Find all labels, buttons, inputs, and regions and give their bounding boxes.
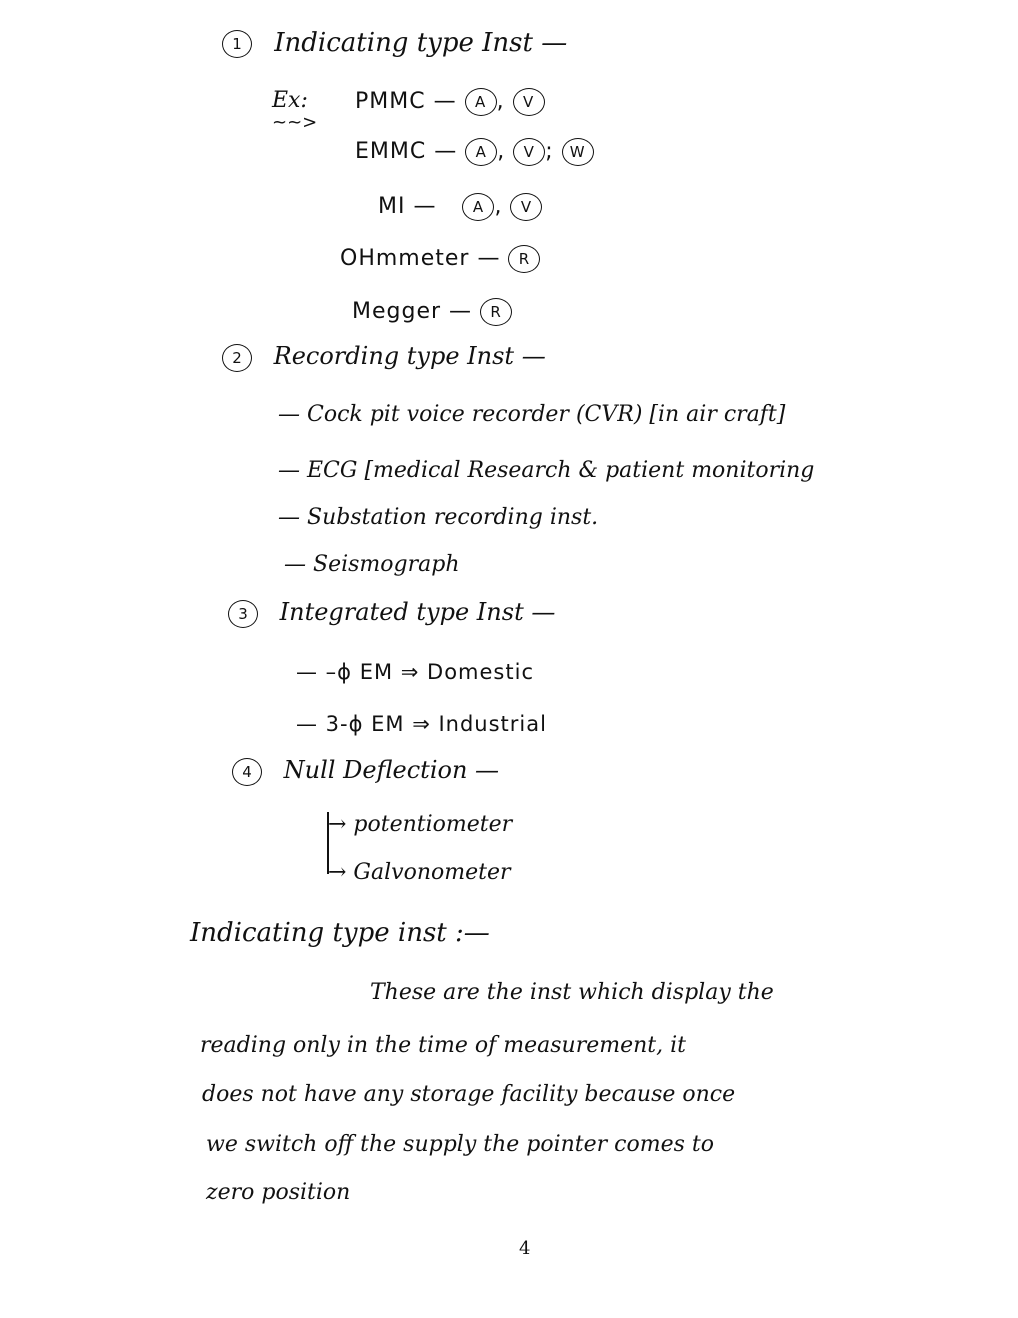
voltmeter-symbol: V [510, 193, 542, 221]
recording-item: — Seismograph [284, 552, 460, 577]
separator: ; [545, 139, 554, 164]
separator: , [494, 194, 503, 219]
example-label: Ex: [272, 88, 308, 113]
example-row-ohmmeter [340, 245, 540, 273]
recording-item: — Cock pit voice recorder (CVR) [in air craft] [278, 402, 786, 427]
definition-line: These are the inst which display the [370, 980, 774, 1005]
resistance-symbol: R [480, 298, 512, 326]
instrument-name: OHmmeter — [340, 246, 501, 271]
voltmeter-symbol: V [513, 138, 545, 166]
section-2-heading [222, 342, 546, 372]
definition-line: zero position [206, 1180, 351, 1205]
recording-item: — Substation recording inst. [278, 505, 599, 530]
example-row-pmmc [355, 88, 545, 116]
integrated-item: — –ϕ EM ⇒ Domestic [296, 660, 534, 684]
section-1-heading [222, 28, 567, 58]
definition-line: reading only in the time of measurement, it [200, 1033, 686, 1058]
instrument-name: PMMC — [355, 89, 457, 114]
heading-text: Recording type Inst — [273, 342, 546, 370]
definition-line: we switch off the supply the pointer comes to [206, 1132, 714, 1157]
section-number-badge: 2 [222, 344, 252, 372]
section-number-badge: 1 [222, 30, 252, 58]
recording-item: — ECG [medical Research & patient monitoring [278, 458, 815, 483]
example-row-megger [352, 298, 512, 326]
section-4-heading [232, 756, 499, 786]
instrument-name: Megger — [352, 299, 473, 324]
example-row-emmc [355, 138, 594, 166]
separator: , [497, 139, 506, 164]
separator: , [496, 89, 505, 114]
page-number: 4 [519, 1238, 531, 1259]
integrated-item: — 3-ϕ EM ⇒ Industrial [296, 712, 547, 736]
definition-heading: Indicating type inst :— [190, 918, 490, 948]
heading-text: Indicating type Inst — [274, 28, 568, 58]
definition-line: does not have any storage facility because once [202, 1082, 736, 1107]
heading-text: Integrated type Inst — [279, 598, 556, 626]
ammeter-symbol: A [462, 193, 494, 221]
null-deflection-item: → Galvonometer [328, 860, 511, 885]
squiggle-arrow-icon: ~~> [272, 112, 318, 133]
heading-text: Null Deflection — [283, 756, 500, 784]
section-number-badge: 3 [228, 600, 258, 628]
example-row-mi [378, 193, 542, 221]
instrument-name: EMMC — [355, 139, 458, 164]
voltmeter-symbol: V [513, 88, 545, 116]
null-deflection-item: → potentiometer [328, 812, 513, 837]
wattmeter-symbol: W [562, 138, 594, 166]
resistance-symbol: R [508, 245, 540, 273]
ammeter-symbol: A [465, 138, 497, 166]
section-3-heading [228, 598, 555, 628]
section-number-badge: 4 [232, 758, 262, 786]
ammeter-symbol: A [465, 88, 497, 116]
instrument-name: MI — [378, 194, 437, 219]
